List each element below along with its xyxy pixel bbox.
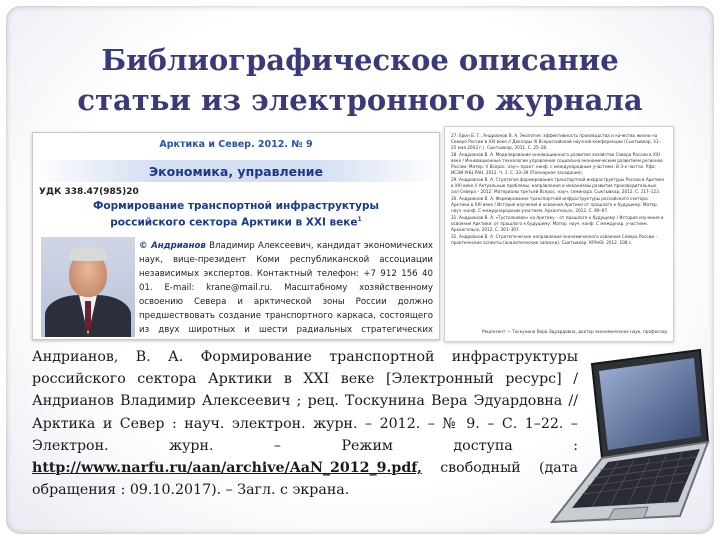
udk-code: УДК 338.47(985)20 <box>39 187 139 197</box>
citation-line: Андрианов Владимир Алексеевич ; рец. Тоскунина Вера Эдуардовна // <box>32 393 578 410</box>
citation-line: Андрианов, В. А. Формирование транспортной инфраструктуры <box>32 349 578 365</box>
reviewer-note: Рецензент — Тоскунина Вера Эдуардовна, доктор экономических наук, профессор <box>482 329 667 334</box>
article-title-line-2: российского сектора Арктики в XXI веке$^1$ <box>110 216 362 229</box>
slide-title <box>30 40 690 120</box>
reference-item: 29. Андрианов В. А. Стратегия формирования транспортной инфраструктуры России в Арктике в XXI веке // Актуальные проблемы, направления и механизмы развития производительных сил Севера – 2012: Материалы третьей Всерос. науч. семинара. Сыктывкар, 2012. С. 117–123. <box>451 177 665 194</box>
title-line-2: статьи из электронного журнала <box>77 83 643 117</box>
section-heading: Экономика, управление <box>148 164 324 179</box>
author-bio-text: Владимир Алексеевич, кандидат экономических наук, вице-президент Коми республиканской ассоциации независимых экспертов. Контактный телефон: +7 912 156 40 01. E-mail: kraпe@mail.ru. Масштабному хозяйственному освоению Севера и арктической зоны России должно предшествовать создание транспортного каркаса, состоящего из двух широтных и шести радиальных стратегических <box>139 241 433 335</box>
reference-item: 28. Андрианов В. А. Моделирование инновационного развития хозяйства Севера России в XXI веке / Инновационные технологии управления социально-экономическим развитием регионов России: Матер. V Всерос. науч.-практ. конф. с международным участием. В 3-х частях. Уфа: ИСЭИ УНЦ РАН, 2012. Ч. 1. С. 33–39 (Пленарное заседание). <box>451 152 663 175</box>
journal-title: Арктика и Север. 2012. № 9 <box>159 139 313 150</box>
journal-page-screenshot <box>32 132 440 340</box>
author-photo <box>41 237 135 337</box>
article-title-line-1: Формирование транспортной инфраструктуры <box>92 200 380 212</box>
citation-block <box>32 346 578 501</box>
reference-list <box>451 133 665 247</box>
reference-item: 30. Андрианов В. А. Формирование транспортной инфраструктуры российского сектора Арктики в XXI веке / История изучения и освоения Арктики от прошлого к будущему: Матер. науч.-конф. С международным участием. Архангельск, 2012. С. 89–97. <box>451 196 659 213</box>
citation-line-with-link <box>32 457 578 479</box>
references-screenshot <box>444 126 674 342</box>
laptop-icon <box>530 346 714 526</box>
reference-item: 31. Андрианов В. А. «Тустолковое» на Арктику – от прошлого к будущему / История изучения и освоения Арктики: от прошлого к будущему: Матер. науч. конф. С междунар. участием. Архангельск, 2012. С. 301–307. <box>451 215 664 232</box>
article-heading <box>33 200 439 230</box>
citation-after-link: свободный (дата <box>421 460 578 477</box>
title-line-1: Библиографическое описание <box>101 43 619 77</box>
citation-line: Электрон. журн. – Режим доступа : <box>32 437 578 454</box>
citation-line: Арктика и Север : науч. электрон. журн. – 2012. – № 9. – С. 1–22. – <box>32 415 578 432</box>
citation-line: российского сектора Арктики в XXI веке [Электронный ресурс] / <box>32 371 578 388</box>
author-bio <box>139 239 433 340</box>
reference-item: 27. Ерин Б. Г., Андрианов В. А. Экология: эффективность производства и качество жизни на Севере России в XXI веке // Доклады III Всероссийской научной конференции (Сыктывкар, 31–25 мая 2003 г.). Сыктывкар, 2011. С. 25–28. <box>451 133 661 150</box>
archive-link[interactable]: http://www.narfu.ru/aan/archive/AaN_2012_9.pdf, <box>32 460 422 477</box>
author-name: © Андрианов <box>139 241 206 251</box>
citation-line: обращения : 09.10.2017). – Загл. с экрана. <box>32 482 350 499</box>
reference-item: 32. Андрианов В. А. Стратегические направления экономического освоения Севера России – практические аспекты (аналитические записки). Сыктывкар: КРАНЭ, 2012. 108 с. <box>451 234 658 245</box>
